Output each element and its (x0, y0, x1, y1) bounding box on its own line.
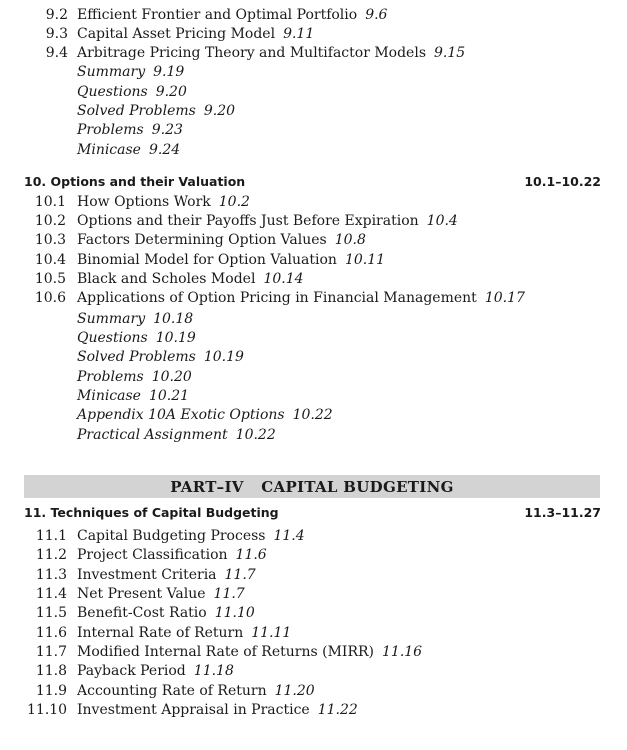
page-number: 10.8 (334, 232, 366, 248)
page-number: 11.16 (382, 644, 423, 660)
section-number: 9.2 (45, 7, 68, 23)
section-number: 11.9 (35, 683, 67, 699)
toc-subentry (77, 102, 235, 120)
page-number: 9.15 (434, 45, 466, 61)
section-title-text: Capital Budgeting Process (77, 528, 266, 544)
page-number: 11.22 (317, 702, 358, 718)
section-title-text: Factors Determining Option Values (77, 232, 327, 248)
subentry-title: Practical Assignment (77, 427, 228, 443)
subentry-title: Minicase (77, 142, 141, 158)
page-number: 11.7 (224, 567, 256, 583)
page-number: 9.19 (153, 64, 185, 80)
section-title (77, 566, 256, 584)
page-number: 11.11 (251, 625, 292, 641)
subentry-title: Questions (77, 84, 148, 100)
section-title (77, 624, 291, 642)
section-title (77, 44, 465, 62)
chapter-page-range: 10.1–10.22 (524, 174, 601, 189)
section-title (77, 193, 250, 211)
subentry-title: Problems (77, 122, 144, 138)
page-number: 11.4 (273, 528, 305, 544)
page-number: 11.7 (213, 586, 245, 602)
section-number: 10.1 (34, 194, 66, 210)
page-number: 11.20 (274, 683, 315, 699)
section-title-text: Payback Period (77, 663, 186, 679)
chapter-heading: 10. Options and their Valuation (24, 174, 246, 189)
toc-subentry (77, 387, 189, 405)
page-number: 10.11 (344, 252, 386, 268)
section-number: 9.4 (45, 45, 68, 61)
section-number: 11.4 (35, 586, 67, 602)
section-number: 11.3 (35, 567, 67, 583)
subentry-title: Summary (77, 64, 146, 80)
section-title (77, 643, 422, 661)
section-title-text: Arbitrage Pricing Theory and Multifactor Models (77, 45, 427, 61)
toc-subentry (77, 121, 183, 139)
section-title-text: Black and Scholes Model (77, 271, 256, 287)
section-title-text: Project Classification (77, 547, 228, 563)
section-title-text: Modified Internal Rate of Returns (MIRR) (77, 644, 374, 660)
section-title (77, 270, 304, 288)
section-number: 11.5 (35, 605, 67, 621)
page-number: 11.6 (235, 547, 267, 563)
subentry-title: Appendix 10A Exotic Options (77, 407, 285, 423)
toc-subentry (77, 368, 192, 386)
page-number: 9.20 (203, 103, 236, 119)
toc-subentry (77, 426, 276, 444)
section-number: 11.1 (35, 528, 67, 544)
section-number: 11.10 (27, 702, 68, 718)
page-number: 10.21 (148, 388, 190, 404)
toc-subentry (77, 406, 333, 424)
part-title: CAPITAL BUDGETING (261, 478, 454, 496)
section-title-text: Efficient Frontier and Optimal Portfolio (77, 7, 358, 23)
section-title-text: Options and their Payoffs Just Before Expiration (77, 213, 419, 229)
page-number: 10.2 (218, 194, 250, 210)
subentry-title: Minicase (77, 388, 141, 404)
section-title (77, 546, 267, 564)
page-number: 9.20 (155, 84, 187, 100)
subentry-title: Summary (77, 311, 146, 327)
section-number: 11.7 (35, 644, 67, 660)
page-number: 9.24 (148, 142, 181, 158)
section-title (77, 604, 255, 622)
chapter-page-range: 11.3–11.27 (524, 505, 601, 520)
page-number: 10.20 (151, 369, 192, 385)
toc-subentry (77, 310, 193, 328)
section-title-text: Binomial Model for Option Valuation (77, 252, 337, 268)
page-number: 10.19 (155, 330, 196, 346)
page-number: 11.18 (193, 663, 234, 679)
toc-subentry (77, 83, 187, 101)
section-title-text: Accounting Rate of Return (77, 683, 267, 699)
page-number: 11.10 (214, 605, 255, 621)
section-title (77, 682, 315, 700)
section-title (77, 662, 234, 680)
subentry-title: Problems (77, 369, 144, 385)
section-title (77, 212, 458, 230)
section-number: 10.3 (34, 232, 66, 248)
section-title-text: Net Present Value (77, 586, 206, 602)
section-title-text: How Options Work (77, 194, 211, 210)
toc-subentry (77, 141, 180, 159)
toc-subentry (77, 348, 244, 366)
section-title (77, 527, 305, 545)
page-number: 10.18 (153, 311, 194, 327)
page-number: 10.4 (426, 213, 458, 229)
page-number: 9.23 (151, 122, 183, 138)
section-title-text: Benefit-Cost Ratio (77, 605, 207, 621)
chapter-heading: 11. Techniques of Capital Budgeting (24, 505, 279, 520)
subentry-title: Solved Problems (77, 103, 196, 119)
section-title (77, 289, 525, 307)
page-number: 9.11 (283, 26, 315, 42)
section-number: 10.5 (34, 271, 66, 287)
part-banner (24, 475, 600, 498)
section-number: 11.6 (35, 625, 67, 641)
page-number: 10.14 (263, 271, 304, 287)
section-title-text: Capital Asset Pricing Model (77, 26, 276, 42)
section-title (77, 25, 314, 43)
section-title (77, 231, 366, 249)
toc-subentry (77, 63, 184, 81)
section-title-text: Applications of Option Pricing in Financial Management (77, 290, 477, 306)
section-number: 11.8 (35, 663, 67, 679)
part-label: PART–IV (170, 478, 244, 496)
section-number: 10.2 (34, 213, 66, 229)
section-number: 10.6 (34, 290, 66, 306)
section-title-text: Investment Appraisal in Practice (77, 702, 310, 718)
section-number: 11.2 (35, 547, 67, 563)
page-number: 10.19 (203, 349, 244, 365)
section-title-text: Investment Criteria (77, 567, 217, 583)
subentry-title: Questions (77, 330, 148, 346)
page-number: 10.22 (292, 407, 333, 423)
toc-subentry (77, 329, 196, 347)
section-title (77, 585, 245, 603)
page-number: 10.17 (484, 290, 525, 306)
page-number: 9.6 (365, 7, 388, 23)
section-title (77, 251, 385, 269)
section-number: 10.4 (34, 252, 66, 268)
section-title-text: Internal Rate of Return (77, 625, 244, 641)
subentry-title: Solved Problems (77, 349, 196, 365)
section-title (77, 701, 358, 719)
section-number: 9.3 (45, 26, 68, 42)
section-title (77, 6, 387, 24)
page-number: 10.22 (235, 427, 276, 443)
